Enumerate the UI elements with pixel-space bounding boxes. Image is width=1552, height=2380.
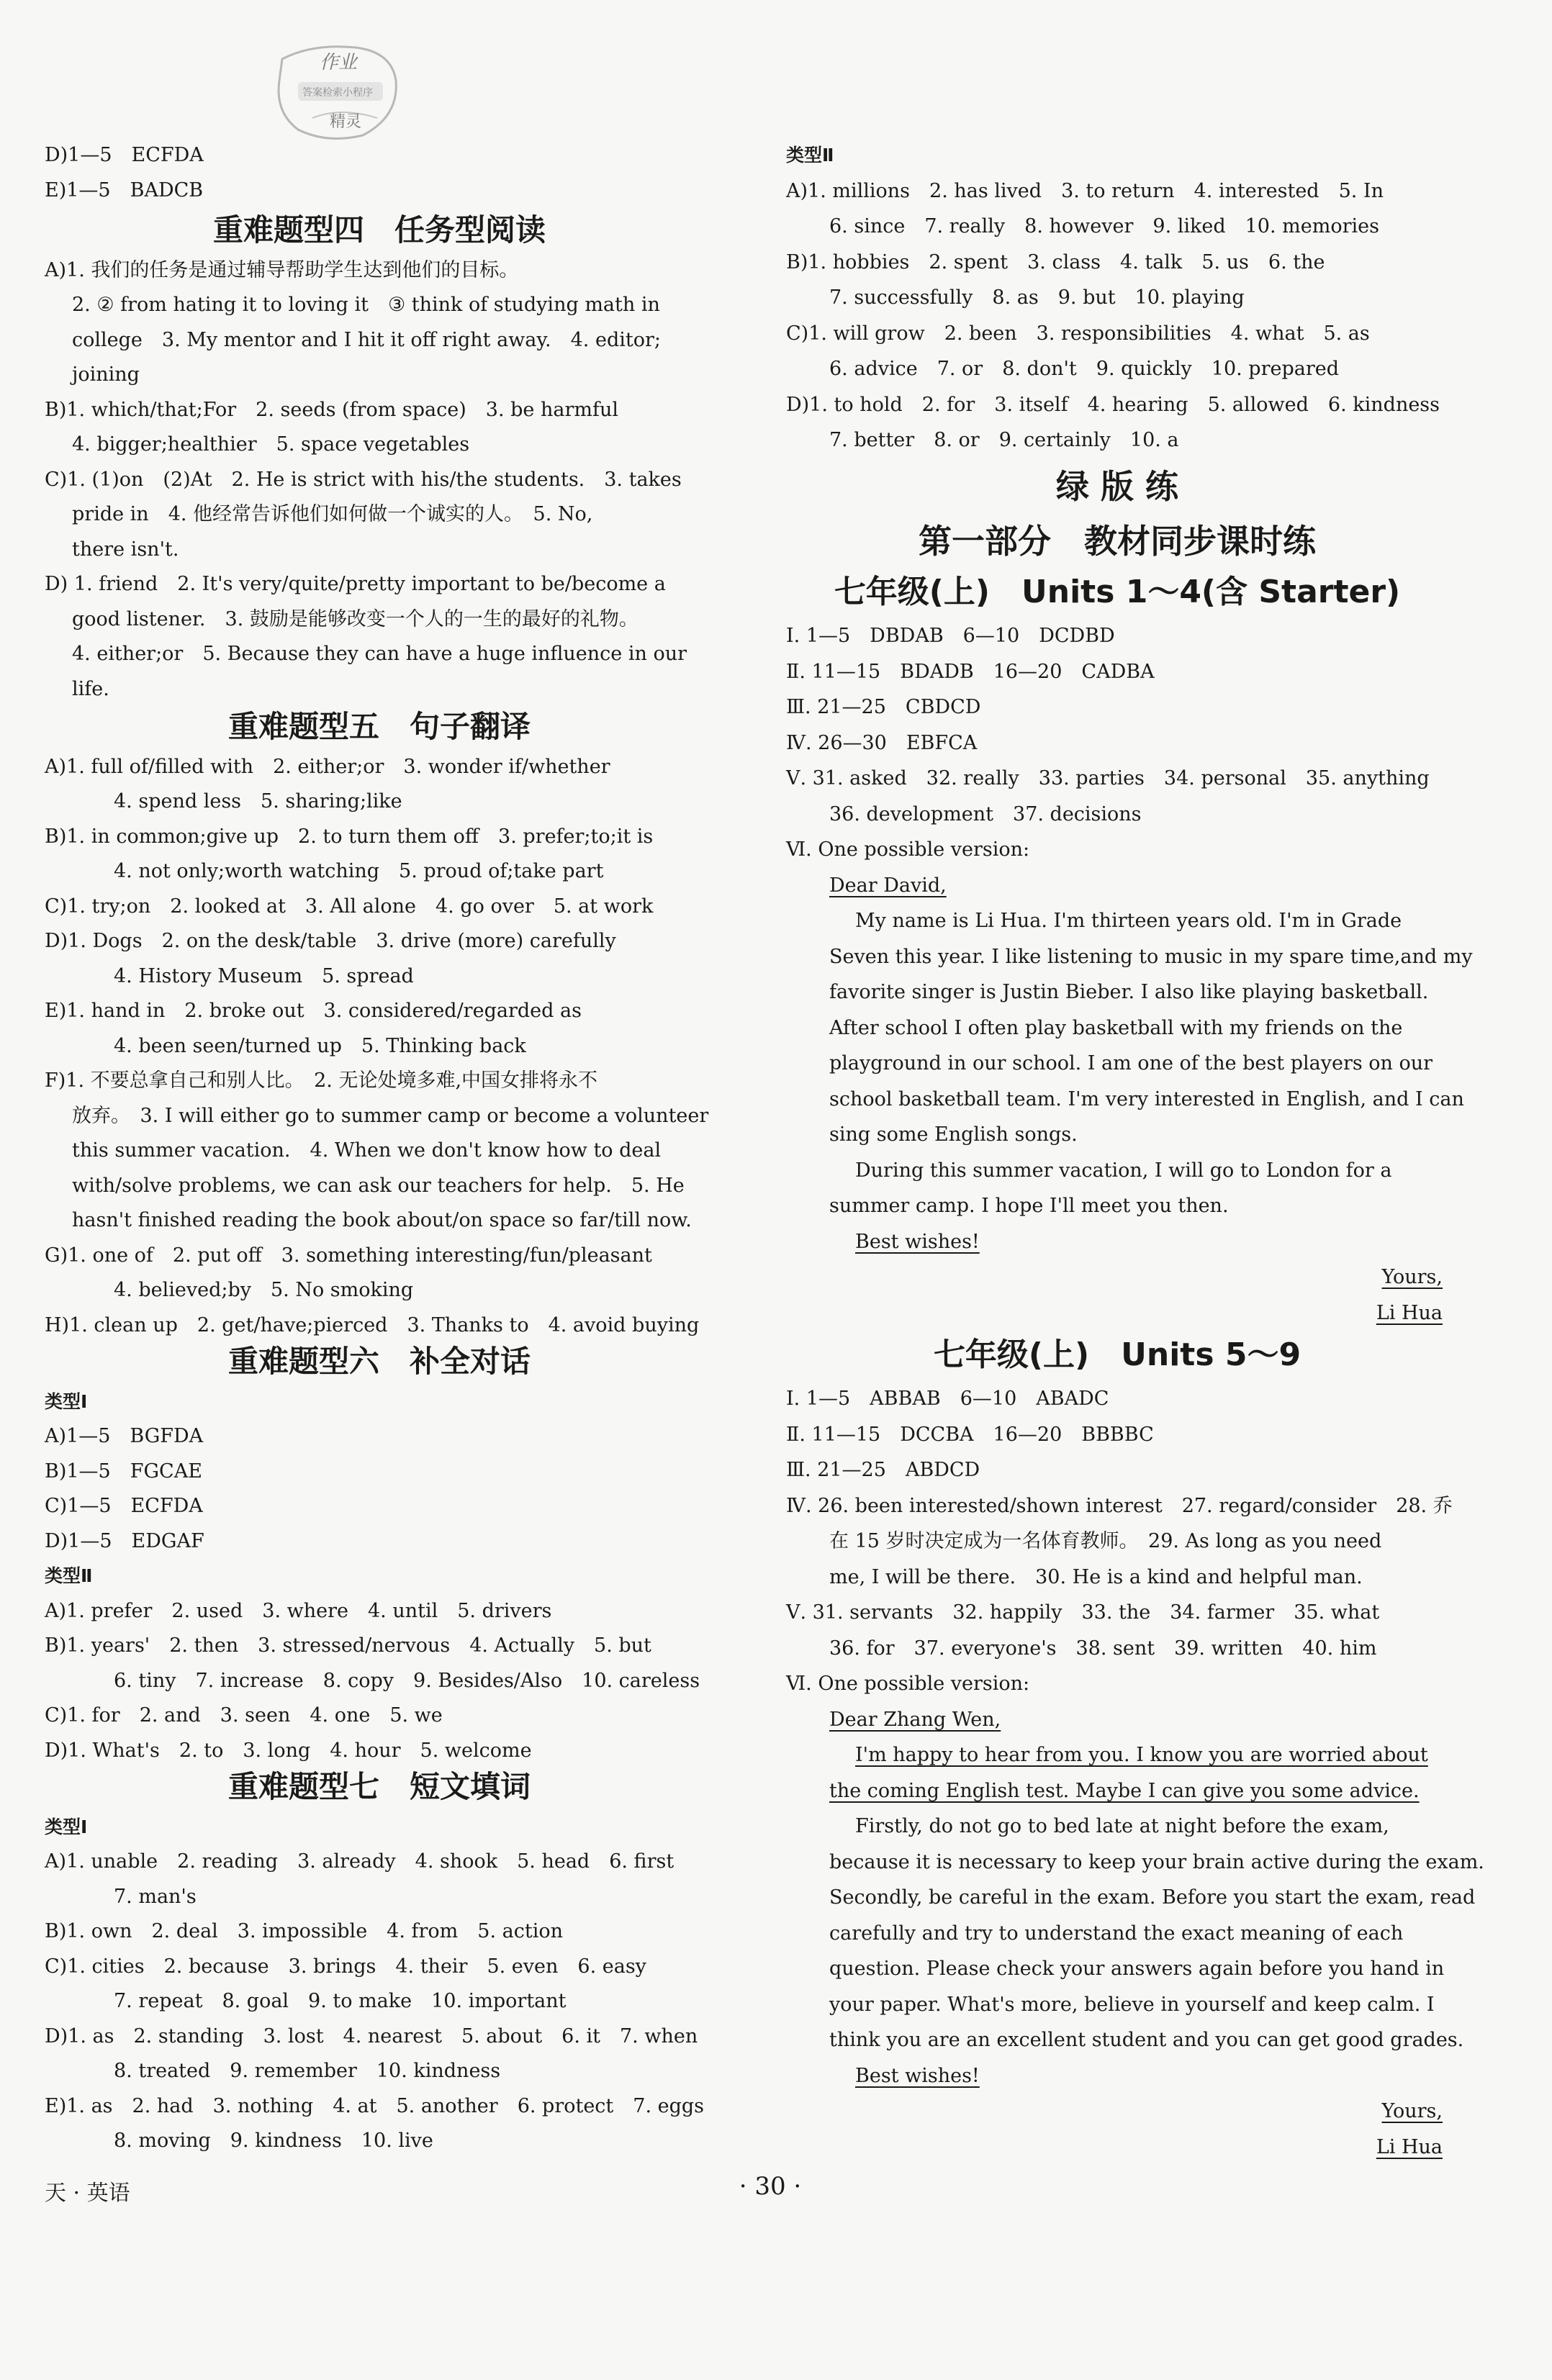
- letter-line: question. Please check your answers again before you hand in: [829, 1958, 1445, 1980]
- answer-line: 4. been seen/turned up 5. Thinking back: [114, 1035, 526, 1057]
- answer-line: A)1. unable 2. reading 3. already 4. shook 5. head 6. first: [45, 1850, 675, 1873]
- letter-line: Secondly, be careful in the exam. Before you start the exam, read: [829, 1886, 1476, 1909]
- letter-greeting: Dear Zhang Wen,: [829, 1709, 1001, 1731]
- letter-line: summer camp. I hope I'll meet you then.: [829, 1195, 1229, 1217]
- letter-signature: Li Hua: [1376, 2136, 1443, 2158]
- answer-line: 6. since 7. really 8. however 9. liked 10. memories: [829, 215, 1379, 237]
- answer-line: C)1—5 ECFDA: [45, 1495, 203, 1517]
- answer-line: C)1. try;on 2. looked at 3. All alone 4. go over 5. at work: [45, 895, 654, 918]
- answer-line: Ⅱ. 11—15 BDADB 16—20 CADBA: [786, 661, 1155, 683]
- answer-line: D)1. What's 2. to 3. long 4. hour 5. welcome: [45, 1739, 532, 1762]
- subsection-label: 类型Ⅱ: [786, 145, 834, 166]
- section-heading: 重难题型六 补全对话: [227, 1344, 531, 1379]
- letter-line: Seven this year. I like listening to music in my spare time,and my: [829, 946, 1473, 968]
- answer-line: F)1. 不要总拿自己和别人比。 2. 无论处境多难,中国女排将永不: [45, 1069, 598, 1092]
- answer-line: D)1—5 EDGAF: [45, 1530, 204, 1552]
- answer-line: D)1. as 2. standing 3. lost 4. nearest 5. about 6. it 7. when: [45, 2025, 698, 2048]
- subsection-label: 类型Ⅰ: [45, 1816, 88, 1837]
- answer-line: college 3. My mentor and I hit it off right away. 4. editor;: [72, 329, 661, 351]
- letter-line: favorite singer is Justin Bieber. I also like playing basketball.: [829, 981, 1429, 1003]
- stamp-text-top: 作业: [320, 52, 358, 73]
- subsection-label: 类型Ⅱ: [45, 1565, 93, 1586]
- footer-subject: 天 · 英语: [45, 2181, 130, 2206]
- letter-signature: Li Hua: [1376, 1302, 1443, 1324]
- letter-line: My name is Li Hua. I'm thirteen years old. I'm in Grade: [855, 910, 1402, 932]
- answer-line: 6. tiny 7. increase 8. copy 9. Besides/Also 10. careless: [114, 1670, 700, 1692]
- answer-line: life.: [72, 678, 109, 700]
- letter-signoff: Yours,: [1381, 2100, 1443, 2122]
- answer-line: D)1. Dogs 2. on the desk/table 3. drive (more) carefully: [45, 930, 616, 952]
- section-heading: 重难题型四 任务型阅读: [212, 212, 546, 248]
- answer-line: C)1. cities 2. because 3. brings 4. their 5. even 6. easy: [45, 1955, 646, 1978]
- stamp-text-middle: 答案检索小程序: [302, 87, 373, 99]
- watermark-stamp: [269, 37, 405, 145]
- answer-line: 36. for 37. everyone's 38. sent 39. written 40. him: [829, 1637, 1377, 1660]
- answer-line: 4. spend less 5. sharing;like: [114, 790, 402, 813]
- letter-line: the coming English test. Maybe I can give you some advice.: [829, 1780, 1420, 1802]
- answer-line: A)1—5 BGFDA: [45, 1425, 204, 1447]
- answer-line: Ⅲ. 21—25 ABDCD: [786, 1459, 980, 1481]
- page-number: · 30 ·: [739, 2172, 802, 2201]
- answer-line: 4. bigger;healthier 5. space vegetables: [72, 433, 470, 456]
- letter-line: because it is necessary to keep your brain active during the exam.: [829, 1851, 1484, 1873]
- answer-line: hasn't finished reading the book about/on space so far/till now.: [72, 1209, 692, 1231]
- answer-line: joining: [72, 363, 140, 386]
- section-heading: 重难题型五 句子翻译: [227, 709, 531, 744]
- subsection-label: 类型Ⅰ: [45, 1391, 88, 1412]
- answer-line: E)1—5 BADCB: [45, 179, 204, 202]
- answer-line: Ⅵ. One possible version:: [786, 838, 1030, 861]
- letter-line: After school I often play basketball with my friends on the: [829, 1017, 1403, 1039]
- letter-line: sing some English songs.: [829, 1123, 1078, 1146]
- answer-line: 7. repeat 8. goal 9. to make 10. important: [114, 1990, 567, 2012]
- answer-line: 4. either;or 5. Because they can have a huge influence in our: [72, 643, 687, 665]
- answer-line: there isn't.: [72, 538, 179, 561]
- answer-line: A)1. prefer 2. used 3. where 4. until 5. drivers: [45, 1600, 552, 1622]
- answer-line: 7. successfully 8. as 9. but 10. playing: [829, 286, 1245, 309]
- stamp-text-bottom: 精灵: [330, 113, 362, 131]
- answer-line: 7. better 8. or 9. certainly 10. a: [829, 429, 1179, 451]
- answer-line: Ⅰ. 1—5 DBDAB 6—10 DCDBD: [786, 625, 1115, 647]
- answer-line: C)1. (1)on (2)At 2. He is strict with his/the students. 3. takes: [45, 469, 682, 491]
- letter-signoff: Yours,: [1381, 1266, 1443, 1288]
- answer-line: Ⅲ. 21—25 CBDCD: [786, 696, 981, 718]
- answer-line: B)1. years' 2. then 3. stressed/nervous 4. Actually 5. but: [45, 1634, 651, 1657]
- unit-heading: 七年级(上) Units 5～9: [933, 1336, 1301, 1373]
- letter-line: think you are an excellent student and you can get good grades.: [829, 2029, 1464, 2051]
- answer-line: pride in 4. 他经常告诉他们如何做一个诚实的人。 5. No,: [72, 503, 593, 525]
- letter-closing: Best wishes!: [855, 2065, 980, 2087]
- answer-line: 2. ② from hating it to loving it ③ think of studying math in: [72, 294, 660, 316]
- letter-line: school basketball team. I'm very interested in English, and I can: [829, 1088, 1464, 1110]
- answer-line: Ⅱ. 11—15 DCCBA 16—20 BBBBC: [786, 1424, 1154, 1446]
- answer-line: A)1. millions 2. has lived 3. to return 4. interested 5. In: [786, 180, 1384, 202]
- answer-line: 36. development 37. decisions: [829, 803, 1142, 825]
- answer-line: A)1. full of/filled with 2. either;or 3. wonder if/whether: [45, 756, 610, 778]
- answer-line: C)1. for 2. and 3. seen 4. one 5. we: [45, 1704, 443, 1727]
- answer-line: C)1. will grow 2. been 3. responsibilities 4. what 5. as: [786, 322, 1370, 345]
- answer-line: me, I will be there. 30. He is a kind and helpful man.: [829, 1566, 1363, 1588]
- letter-line: During this summer vacation, I will go to London for a: [855, 1159, 1392, 1182]
- book-part-title: 绿 版 练: [1055, 467, 1179, 506]
- letter-line: playground in our school. I am one of the best players on our: [829, 1052, 1433, 1074]
- answer-line: 在 15 岁时决定成为一名体育教师。 29. As long as you need: [829, 1530, 1382, 1552]
- answer-line: 放弃。 3. I will either go to summer camp or become a volunteer: [72, 1105, 709, 1127]
- answer-line: Ⅴ. 31. servants 32. happily 33. the 34. farmer 35. what: [786, 1601, 1380, 1624]
- answer-line: Ⅵ. One possible version:: [786, 1673, 1030, 1695]
- answer-line: 8. treated 9. remember 10. kindness: [114, 2060, 501, 2082]
- unit-heading: 七年级(上) Units 1～4(含 Starter): [834, 574, 1401, 610]
- answer-line: D) 1. friend 2. It's very/quite/pretty important to be/become a: [45, 573, 666, 595]
- answer-line: B)1. own 2. deal 3. impossible 4. from 5. action: [45, 1920, 563, 1942]
- answer-line: 7. man's: [114, 1886, 197, 1908]
- answer-line: B)1. in common;give up 2. to turn them off 3. prefer;to;it is: [45, 825, 654, 848]
- answer-line: 8. moving 9. kindness 10. live: [114, 2130, 433, 2152]
- letter-greeting: Dear David,: [829, 874, 947, 897]
- answer-line: A)1. 我们的任务是通过辅导帮助学生达到他们的目标。: [45, 259, 519, 281]
- answer-line: D)1—5 ECFDA: [45, 144, 204, 166]
- answer-line: 4. believed;by 5. No smoking: [114, 1279, 414, 1301]
- answer-line: Ⅳ. 26. been interested/shown interest 27. regard/consider 28. 乔: [786, 1495, 1453, 1517]
- letter-closing: Best wishes!: [855, 1231, 980, 1253]
- answer-line: Ⅴ. 31. asked 32. really 33. parties 34. personal 35. anything: [786, 767, 1430, 789]
- answer-line: 6. advice 7. or 8. don't 9. quickly 10. prepared: [829, 358, 1340, 380]
- letter-line: I'm happy to hear from you. I know you are worried about: [855, 1744, 1428, 1766]
- answer-line: H)1. clean up 2. get/have;pierced 3. Thanks to 4. avoid buying: [45, 1314, 700, 1336]
- answer-line: G)1. one of 2. put off 3. something interesting/fun/pleasant: [45, 1244, 652, 1267]
- part-title: 第一部分 教材同步课时练: [919, 522, 1316, 561]
- answer-line: B)1. hobbies 2. spent 3. class 4. talk 5. us 6. the: [786, 251, 1325, 273]
- letter-line: carefully and try to understand the exact meaning of each: [829, 1922, 1404, 1945]
- answer-line: E)1. hand in 2. broke out 3. considered/regarded as: [45, 1000, 582, 1022]
- answer-line: Ⅰ. 1—5 ABBAB 6—10 ABADC: [786, 1388, 1109, 1410]
- letter-line: your paper. What's more, believe in yourself and keep calm. I: [829, 1994, 1435, 2016]
- answer-line: 4. History Museum 5. spread: [114, 965, 414, 987]
- answer-line: good listener. 3. 鼓励是能够改变一个人的一生的最好的礼物。: [72, 608, 639, 630]
- answer-line: B)1. which/that;For 2. seeds (from space) 3. be harmful: [45, 399, 618, 421]
- answer-line: 4. not only;worth watching 5. proud of;take part: [114, 860, 604, 882]
- answer-line: with/solve problems, we can ask our teachers for help. 5. He: [72, 1175, 685, 1197]
- answer-line: B)1—5 FGCAE: [45, 1460, 202, 1483]
- answer-line: Ⅳ. 26—30 EBFCA: [786, 732, 978, 754]
- section-heading: 重难题型七 短文填词: [227, 1769, 531, 1804]
- answer-line: D)1. to hold 2. for 3. itself 4. hearing 5. allowed 6. kindness: [786, 394, 1440, 416]
- letter-line: Firstly, do not go to bed late at night before the exam,: [855, 1815, 1389, 1837]
- answer-line: E)1. as 2. had 3. nothing 4. at 5. another 6. protect 7. eggs: [45, 2095, 705, 2117]
- answer-line: this summer vacation. 4. When we don't know how to deal: [72, 1139, 662, 1162]
